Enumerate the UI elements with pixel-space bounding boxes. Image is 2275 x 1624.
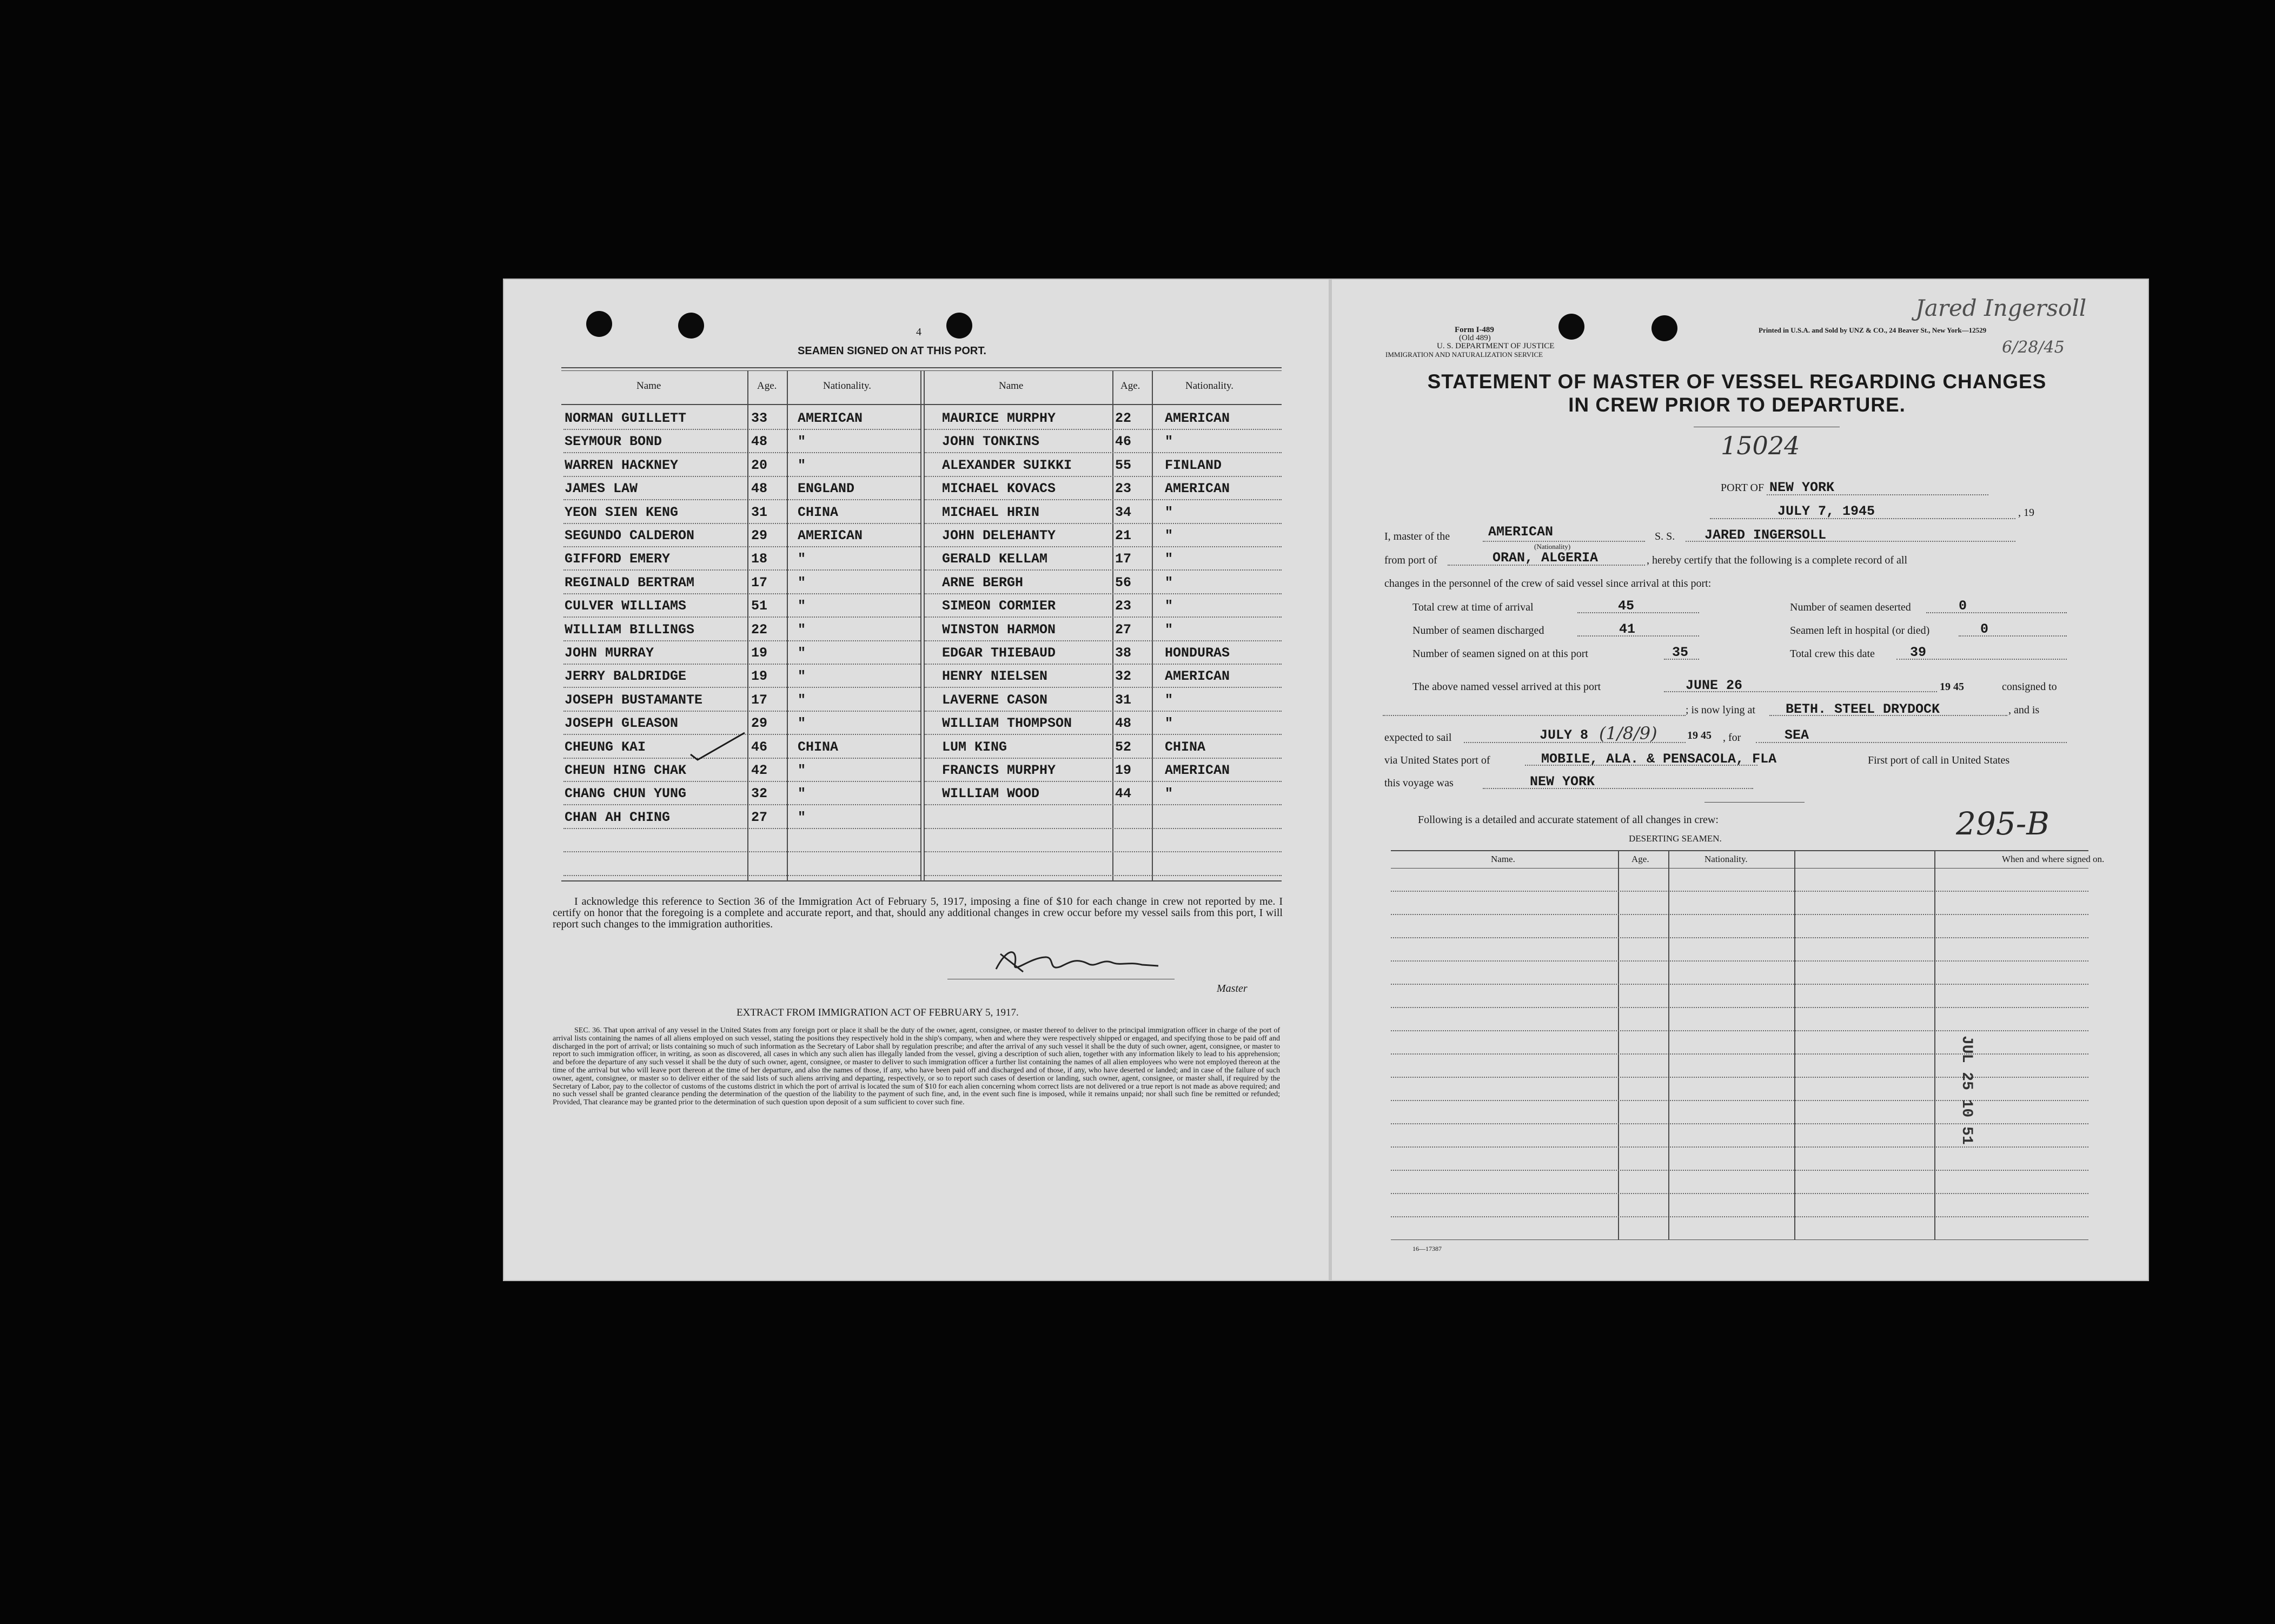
- seaman-age: 33: [751, 410, 768, 426]
- seaman-age: 31: [751, 505, 768, 520]
- seaman-nationality: ": [798, 458, 806, 473]
- extract-title: EXTRACT FROM IMMIGRATION ACT OF FEBRUARY 5, 1917.: [737, 1007, 1019, 1018]
- column-header-name: Name: [636, 380, 661, 392]
- total-crew-value: 45: [1618, 598, 1635, 614]
- footer-code: 16—17387: [1412, 1245, 1442, 1252]
- arrived-date: JUNE 26: [1686, 678, 1743, 693]
- discharged-label: Number of seamen discharged: [1412, 625, 1544, 637]
- arrived-text: The above named vessel arrived at this port: [1412, 681, 1601, 693]
- handwritten-vessel-note: Jared Ingersoll: [1915, 295, 2087, 321]
- seaman-age: 17: [751, 575, 768, 591]
- seaman-age: 19: [751, 668, 768, 684]
- for-label: , for: [1723, 732, 1741, 744]
- from-port-value: ORAN, ALGERIA: [1493, 550, 1599, 566]
- signed-on-value: 35: [1672, 645, 1689, 660]
- form-old-number: (Old 489): [1459, 334, 1491, 342]
- column-header-age: Age.: [757, 380, 777, 392]
- seaman-name: JOSEPH GLEASON: [565, 715, 679, 731]
- lying-at-value: BETH. STEEL DRYDOCK: [1786, 701, 1940, 717]
- total-date-label: Total crew this date: [1790, 648, 1875, 660]
- seaman-nationality: ": [798, 434, 806, 449]
- handwritten-number: 15024: [1721, 431, 1800, 460]
- seaman-nationality: FINLAND: [1165, 458, 1222, 473]
- seaman-nationality: AMERICAN: [1165, 410, 1230, 426]
- service: IMMIGRATION AND NATURALIZATION SERVICE: [1385, 350, 1543, 359]
- master-of-label: I, master of the: [1384, 531, 1450, 542]
- seaman-age: 19: [1115, 763, 1132, 778]
- department: U. S. DEPARTMENT OF JUSTICE: [1437, 342, 1555, 350]
- column-header-age: Age.: [1120, 380, 1140, 392]
- following-text: Following is a detailed and accurate statement of all changes in crew:: [1418, 814, 1719, 826]
- seaman-name: JOHN DELEHANTY: [942, 528, 1056, 543]
- vessel-name: JARED INGERSOLL: [1704, 527, 1827, 543]
- seaman-name: MICHAEL HRIN: [942, 505, 1040, 520]
- seaman-age: 29: [751, 528, 768, 543]
- first-port-text: First port of call in United States: [1868, 754, 2010, 766]
- seaman-age: 48: [1115, 715, 1132, 731]
- punch-hole: [586, 311, 612, 337]
- seaman-nationality: ": [798, 763, 806, 778]
- seaman-name: CHAN AH CHING: [565, 810, 671, 825]
- seaman-nationality: AMERICAN: [1165, 481, 1230, 496]
- arrived-year: 19 45: [1940, 681, 1964, 693]
- total-crew-label: Total crew at time of arrival: [1412, 601, 1534, 613]
- port-of-label: PORT OF: [1721, 482, 1765, 494]
- first-port-value: NEW YORK: [1530, 774, 1595, 790]
- punch-hole: [1558, 314, 1584, 340]
- deserted-label: Number of seamen deserted: [1790, 601, 1911, 613]
- seaman-name: JAMES LAW: [565, 481, 638, 496]
- seaman-nationality: ": [1165, 505, 1173, 520]
- seaman-age: 31: [1115, 692, 1132, 708]
- seaman-age: 17: [751, 692, 768, 708]
- seaman-age: 29: [751, 715, 768, 731]
- via-text: via United States port of: [1384, 754, 1490, 766]
- seaman-nationality: AMERICAN: [798, 528, 863, 543]
- handwritten-date-note: 6/28/45: [2002, 338, 2065, 357]
- seaman-age: 22: [751, 622, 768, 638]
- seaman-nationality: ": [1165, 575, 1173, 591]
- form-title-line2: IN CREW PRIOR TO DEPARTURE.: [1568, 394, 1906, 416]
- seaman-nationality: ": [798, 622, 806, 638]
- seaman-name: ARNE BERGH: [942, 575, 1024, 591]
- seaman-name: LUM KING: [942, 739, 1007, 755]
- receipt-stamp: JUL 25 10 51: [1958, 1036, 1975, 1145]
- seaman-age: 32: [1115, 668, 1132, 684]
- seaman-age: 55: [1115, 458, 1132, 473]
- seaman-nationality: ": [1165, 528, 1173, 543]
- seaman-nationality: ": [798, 810, 806, 825]
- expected-text: expected to sail: [1384, 732, 1452, 744]
- changes-text: changes in the personnel of the crew of said vessel since arrival at this port:: [1384, 578, 1712, 589]
- seaman-age: 20: [751, 458, 768, 473]
- seaman-name: JOHN MURRAY: [565, 645, 654, 661]
- seaman-name: EDGAR THIEBAUD: [942, 645, 1056, 661]
- seaman-name: SEGUNDO CALDERON: [565, 528, 695, 543]
- seaman-age: 44: [1115, 786, 1132, 801]
- seaman-name: WILLIAM WOOD: [942, 786, 1040, 801]
- handwritten-code: 295-B: [1956, 805, 2050, 842]
- seaman-age: 27: [1115, 622, 1132, 638]
- seaman-nationality: CHINA: [1165, 739, 1206, 755]
- seaman-nationality: CHINA: [798, 739, 839, 755]
- seaman-name: YEON SIEN KENG: [565, 505, 679, 520]
- deserting-heading: DESERTING SEAMEN.: [1629, 833, 1722, 844]
- seaman-name: JOHN TONKINS: [942, 434, 1040, 449]
- seaman-name: CHEUN HING CHAK: [565, 763, 687, 778]
- seaman-name: SIMEON CORMIER: [942, 598, 1056, 614]
- seaman-age: 42: [751, 763, 768, 778]
- column-header-nationality: Nationality.: [823, 380, 871, 392]
- signed-on-label: Number of seamen signed on at this port: [1412, 648, 1588, 660]
- seaman-name: LAVERNE CASON: [942, 692, 1048, 708]
- seaman-nationality: ": [798, 715, 806, 731]
- deserting-col-when: When and where signed on.: [2002, 854, 2105, 864]
- seaman-name: NORMAN GUILLETT: [565, 410, 687, 426]
- discharged-value: 41: [1619, 621, 1636, 637]
- seaman-name: SEYMOUR BOND: [565, 434, 662, 449]
- seaman-age: 51: [751, 598, 768, 614]
- expected-handwritten-note: (1/8/9): [1599, 723, 1657, 744]
- destination-value: SEA: [1785, 727, 1809, 743]
- seaman-nationality: ": [798, 575, 806, 591]
- certify-text: , hereby certify that the following is a complete record of all: [1647, 554, 1908, 566]
- seaman-age: 18: [751, 551, 768, 567]
- seaman-name: WILLIAM THOMPSON: [942, 715, 1072, 731]
- seaman-age: 46: [751, 739, 768, 755]
- form-title: STATEMENT OF MASTER OF VESSEL REGARDING CHANGES: [1427, 370, 2047, 393]
- nationality-caption: (Nationality): [1534, 542, 1571, 551]
- master-label: Master: [1217, 983, 1248, 995]
- seaman-age: 34: [1115, 505, 1132, 520]
- seaman-nationality: HONDURAS: [1165, 645, 1230, 661]
- form-number: Form I-489: [1455, 326, 1494, 334]
- lying-text: ; is now lying at: [1686, 704, 1755, 716]
- seaman-name: CULVER WILLIAMS: [565, 598, 687, 614]
- seaman-age: 46: [1115, 434, 1132, 449]
- seaman-age: 23: [1115, 598, 1132, 614]
- seaman-name: WARREN HACKNEY: [565, 458, 679, 473]
- printer-line: Printed in U.S.A. and Sold by UNZ & CO., 24 Beaver St., New York—12529: [1759, 326, 1987, 334]
- column-header-nationality: Nationality.: [1185, 380, 1233, 392]
- seaman-nationality: ": [1165, 715, 1173, 731]
- voyage-text: this voyage was: [1384, 777, 1454, 789]
- seaman-name: GERALD KELLAM: [942, 551, 1048, 567]
- seaman-name: REGINALD BERTRAM: [565, 575, 695, 591]
- master-signature: [985, 942, 1164, 980]
- seaman-name: ALEXANDER SUIKKI: [942, 458, 1072, 473]
- seaman-name: JERRY BALDRIDGE: [565, 668, 687, 684]
- acknowledgement-text: I acknowledge this reference to Section 36 of the Immigration Act of February 5, 1917, imposing a fine of $10 for each change in crew not reported by me. I certify on honor that the foregoing is a complete and accurate report, and that, should any additional changes in crew occur before my vessel sails from this port, I will report such changes to the immigration authorities.: [553, 896, 1283, 930]
- seaman-name: JOSEPH BUSTAMANTE: [565, 692, 703, 708]
- seaman-name: CHEUNG KAI: [565, 739, 646, 755]
- vessel-nationality: AMERICAN: [1488, 524, 1554, 540]
- and-is-text: , and is: [2008, 704, 2040, 716]
- seaman-nationality: ": [798, 645, 806, 661]
- seaman-nationality: ": [798, 668, 806, 684]
- signed-on-heading: SEAMEN SIGNED ON AT THIS PORT.: [798, 345, 986, 357]
- seaman-age: 48: [751, 434, 768, 449]
- seaman-age: 52: [1115, 739, 1132, 755]
- column-header-name: Name: [999, 380, 1024, 392]
- seaman-age: 22: [1115, 410, 1132, 426]
- deserting-col-name: Name.: [1491, 854, 1515, 864]
- seaman-name: MICHAEL KOVACS: [942, 481, 1056, 496]
- seaman-nationality: AMERICAN: [1165, 763, 1230, 778]
- seaman-age: 23: [1115, 481, 1132, 496]
- punch-hole: [678, 313, 704, 339]
- extract-text: SEC. 36. That upon arrival of any vessel in the United States from any foreign port or place it shall be the duty of the owner, agent, consignee, or master thereof to deliver to the principal immigration officer in charge of the port of arrival lists containing the names of all aliens employed on such vessel, stating the positions they respectively hold in the ship's company, when and where they were respectively shipped or engaged, and specifying those to be paid off and discharged in the port of arrival; or lists containing so much of such information as the Secretary of Labor shall by regulation prescribe; and after the arrival of any such vessel it shall be the duty of such owner, agent, consignee, or master to report to such immigration officer, in writing, as soon as discovered, all cases in which any such alien has illegally landed from the vessel, giving a description of such alien, together with any information likely to lead to his apprehension; and before the departure of any such vessel it shall be the duty of such owner, agent, consignee, or master to deliver to such immigration officer a further list containing the names of all alien employees who were not employed thereon at the time of the arrival but who will leave port thereon at the time of her departure, and also the names of those, if any, who have been paid off and discharged and of those, if any, who have deserted or landed; and in case of the failure of such owner, agent, consignee, or master so to deliver either of the said lists of such aliens arriving and departing, respectively, or so to report such cases of desertion or landing, such owner, agent, consignee, or master shall, if required by the Secretary of Labor, pay to the collector of customs of the customs district in which the port of arrival is located the sum of $10 for each alien concerning whom correct lists are not delivered or a true report is not made as above required; and no such vessel shall be granted clearance pending the determination of the question of the liability to the payment of such fine, and, in the event such fine is imposed, while it remains unpaid; nor shall such fine be remitted or refunded; Provided, That clearance may be granted prior to the determination of such question upon deposit of a sum sufficient to cover such fine.: [553, 1026, 1280, 1107]
- seaman-age: 32: [751, 786, 768, 801]
- ss-label: S. S.: [1655, 531, 1675, 542]
- seaman-name: FRANCIS MURPHY: [942, 763, 1056, 778]
- expected-year: 19 45: [1687, 730, 1712, 741]
- seaman-nationality: ": [798, 786, 806, 801]
- punch-hole: [946, 313, 972, 339]
- seaman-nationality: ": [1165, 786, 1173, 801]
- seaman-age: 38: [1115, 645, 1132, 661]
- seaman-nationality: ": [1165, 622, 1173, 638]
- hospital-value: 0: [1980, 621, 1989, 637]
- page-number: 4: [916, 326, 921, 338]
- seaman-nationality: ": [1165, 598, 1173, 614]
- seaman-nationality: ": [1165, 692, 1173, 708]
- seaman-nationality: ": [798, 692, 806, 708]
- consigned-text: consigned to: [2002, 681, 2057, 693]
- deserting-col-nationality: Nationality.: [1704, 854, 1748, 864]
- seaman-age: 56: [1115, 575, 1132, 591]
- deserted-value: 0: [1959, 598, 1967, 614]
- deserting-col-age: Age.: [1631, 854, 1649, 864]
- seaman-name: HENRY NIELSEN: [942, 668, 1048, 684]
- seaman-name: GIFFORD EMERY: [565, 551, 671, 567]
- seaman-age: 48: [751, 481, 768, 496]
- seaman-name: CHANG CHUN YUNG: [565, 786, 687, 801]
- seaman-name: WILLIAM BILLINGS: [565, 622, 695, 638]
- via-ports: MOBILE, ALA. & PENSACOLA, FLA: [1541, 751, 1777, 767]
- port-of-value: NEW YORK: [1769, 480, 1835, 495]
- statement-date: JULY 7, 1945: [1777, 503, 1875, 519]
- total-date-value: 39: [1910, 645, 1927, 660]
- seaman-nationality: AMERICAN: [798, 410, 863, 426]
- seaman-nationality: ENGLAND: [798, 481, 855, 496]
- seaman-name: MAURICE MURPHY: [942, 410, 1056, 426]
- seaman-age: 19: [751, 645, 768, 661]
- seaman-nationality: ": [1165, 434, 1173, 449]
- check-mark-icon: [688, 728, 747, 761]
- seaman-nationality: ": [798, 598, 806, 614]
- punch-hole: [1651, 315, 1677, 341]
- seaman-nationality: AMERICAN: [1165, 668, 1230, 684]
- date-year-suffix: , 19: [2018, 507, 2034, 519]
- seaman-name: WINSTON HARMON: [942, 622, 1056, 638]
- seaman-age: 17: [1115, 551, 1132, 567]
- from-port-label: from port of: [1384, 554, 1437, 566]
- seaman-nationality: ": [798, 551, 806, 567]
- document-sheet: [503, 279, 2149, 1281]
- seaman-nationality: ": [1165, 551, 1173, 567]
- seaman-age: 27: [751, 810, 768, 825]
- seaman-age: 21: [1115, 528, 1132, 543]
- seaman-nationality: CHINA: [798, 505, 839, 520]
- expected-date: JULY 8: [1540, 727, 1589, 743]
- hospital-label: Seamen left in hospital (or died): [1790, 625, 1930, 637]
